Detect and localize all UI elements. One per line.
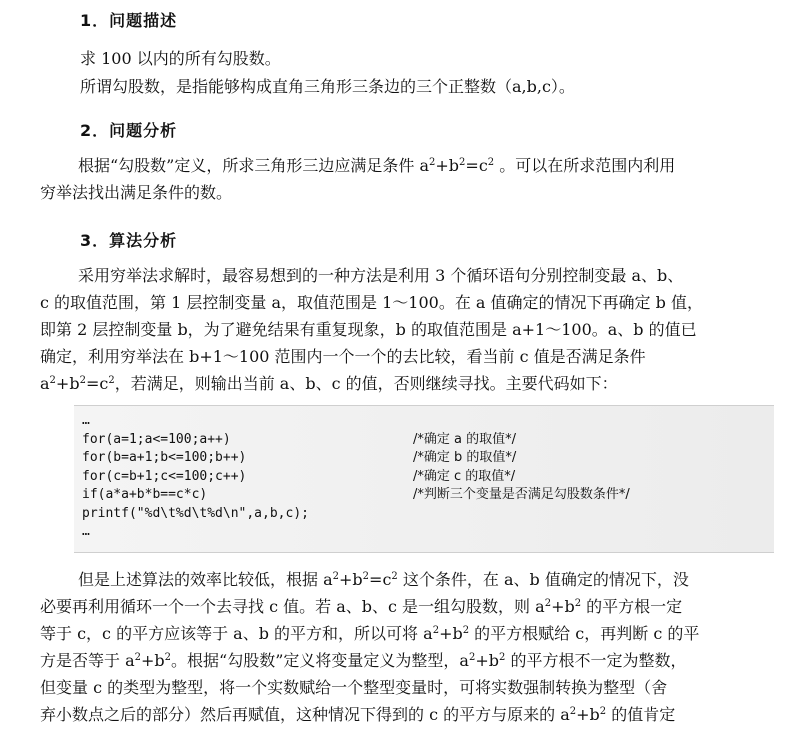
superscript: 2 bbox=[569, 706, 577, 717]
text-run: =c bbox=[85, 374, 109, 393]
text-run: +b bbox=[55, 374, 80, 393]
code-line: if(a*a+b*b==c*c) bbox=[82, 487, 208, 502]
text-run: 。根据“勾股数”定义将变量定义为整型，a bbox=[171, 651, 469, 670]
text-run: 弃小数点之后的部分）然后再赋值，这种情况下得到的 c 的平方与原来的 a bbox=[40, 705, 570, 724]
superscript: 2 bbox=[468, 652, 476, 663]
algorithm-paragraph-1 bbox=[40, 262, 775, 397]
text-run: 。可以在所求范围内利用 bbox=[494, 156, 676, 175]
text-run: 方是否等于 a bbox=[40, 651, 135, 670]
superscript: 2 bbox=[391, 571, 398, 582]
code-comment: /*确定 a 的取值*/ bbox=[413, 431, 516, 447]
superscript: 2 bbox=[544, 598, 552, 609]
text-run: +b bbox=[576, 705, 600, 724]
section-heading-problem-description: 1．问题描述 bbox=[80, 11, 178, 30]
paragraph-line: 穷举法找出满足条件的数。 bbox=[40, 183, 233, 202]
code-line: for(a=1;a<=100;a++) bbox=[82, 431, 231, 447]
text-run: +b bbox=[475, 651, 499, 670]
superscript: 2 bbox=[574, 598, 582, 609]
text-run: +b bbox=[551, 597, 575, 616]
paragraph-line: 但变量 c 的类型为整型，将一个实数赋给一个整型变量时，可将实数强制转换为整型（舍 bbox=[40, 678, 668, 697]
code-line: … bbox=[82, 413, 90, 428]
superscript: 2 bbox=[462, 625, 470, 636]
paragraph-line: 采用穷举法求解时，最容易想到的一种方法是利用 3 个循环语句分别控制变最 a、b、 bbox=[78, 266, 684, 285]
code-line: for(b=a+1;b<=100;b++) bbox=[82, 450, 247, 465]
superscript: 2 bbox=[459, 157, 466, 168]
section-heading-algorithm-analysis: 3．算法分析 bbox=[80, 231, 178, 250]
paragraph-line: 所谓勾股数，是指能够构成直角三角形三条边的三个正整数（a,b,c）。 bbox=[80, 77, 575, 96]
section-heading-problem-analysis: 2．问题分析 bbox=[80, 121, 178, 140]
text-run: 必要再利用循环一个一个去寻找 c 值。若 a、b、c 是一组勾股数，则 a bbox=[40, 597, 545, 616]
text-run: 这个条件，在 a、b 值确定的情况下，没 bbox=[397, 570, 689, 589]
text-run: +b bbox=[141, 651, 165, 670]
text-run: +b bbox=[339, 570, 363, 589]
code-comment: /*确定 c 的取值*/ bbox=[413, 468, 516, 484]
text-run: +b bbox=[439, 624, 463, 643]
algorithm-paragraph-2 bbox=[40, 566, 775, 728]
text-run: 的平方根一定 bbox=[581, 597, 683, 616]
superscript: 2 bbox=[429, 157, 436, 168]
paragraph-line: c 的取值范围，第 1 层控制变量 a，取值范围是 1～100。在 a 值确定的情况下再确定 b 值， bbox=[40, 293, 703, 312]
superscript: 2 bbox=[134, 652, 142, 663]
paragraph-line: 即第 2 层控制变量 b，为了避免结果有重复现象，b 的取值范围是 a+1～100。a、b 的值已 bbox=[40, 320, 697, 339]
text-run: 的平方根不一定为整数， bbox=[505, 651, 687, 670]
text-run: 的值肯定 bbox=[606, 705, 676, 724]
text-run: =c bbox=[465, 156, 488, 175]
text-run: ，若满足，则输出当前 a、b、c 的值，否则继续寻找。主要代码如下： bbox=[114, 374, 618, 393]
superscript: 2 bbox=[599, 706, 607, 717]
code-comment: /*判断三个变量是否满足勾股数条件*/ bbox=[413, 487, 630, 502]
superscript: 2 bbox=[332, 571, 340, 582]
text-run: 的平方根赋给 c，再判断 c 的平 bbox=[469, 624, 700, 643]
text-run: a bbox=[40, 374, 50, 393]
code-comments bbox=[413, 412, 630, 505]
code-line: … bbox=[82, 524, 90, 539]
code-line: for(c=b+1;c<=100;c++) bbox=[82, 468, 247, 484]
problem-analysis-paragraph bbox=[40, 152, 775, 206]
code-line: printf("%d\t%d\t%d\n",a,b,c); bbox=[82, 505, 309, 521]
superscript: 2 bbox=[108, 375, 115, 386]
code-lines bbox=[82, 412, 309, 542]
text-run: 等于 c，c 的平方应该等于 a、b 的平方和，所以可将 a bbox=[40, 624, 433, 643]
superscript: 2 bbox=[49, 375, 56, 386]
superscript: 2 bbox=[498, 652, 506, 663]
code-comment: /*确定 b 的取值*/ bbox=[413, 450, 517, 465]
text-run: =c bbox=[369, 570, 392, 589]
superscript: 2 bbox=[79, 375, 86, 386]
text-run: +b bbox=[435, 156, 460, 175]
superscript: 2 bbox=[487, 157, 495, 168]
superscript: 2 bbox=[432, 625, 440, 636]
superscript: 2 bbox=[164, 652, 172, 663]
text-run: 根据“勾股数”定义，所求三角形三边应满足条件 a bbox=[78, 156, 429, 175]
text-run: 但是上述算法的效率比较低，根据 a bbox=[78, 570, 333, 589]
paragraph-line: 求 100 以内的所有勾股数。 bbox=[80, 49, 281, 68]
superscript: 2 bbox=[362, 571, 370, 582]
paragraph-line: 确定，利用穷举法在 b+1～100 范围内一个一个的去比较，看当前 c 值是否满足条件 bbox=[40, 347, 646, 366]
